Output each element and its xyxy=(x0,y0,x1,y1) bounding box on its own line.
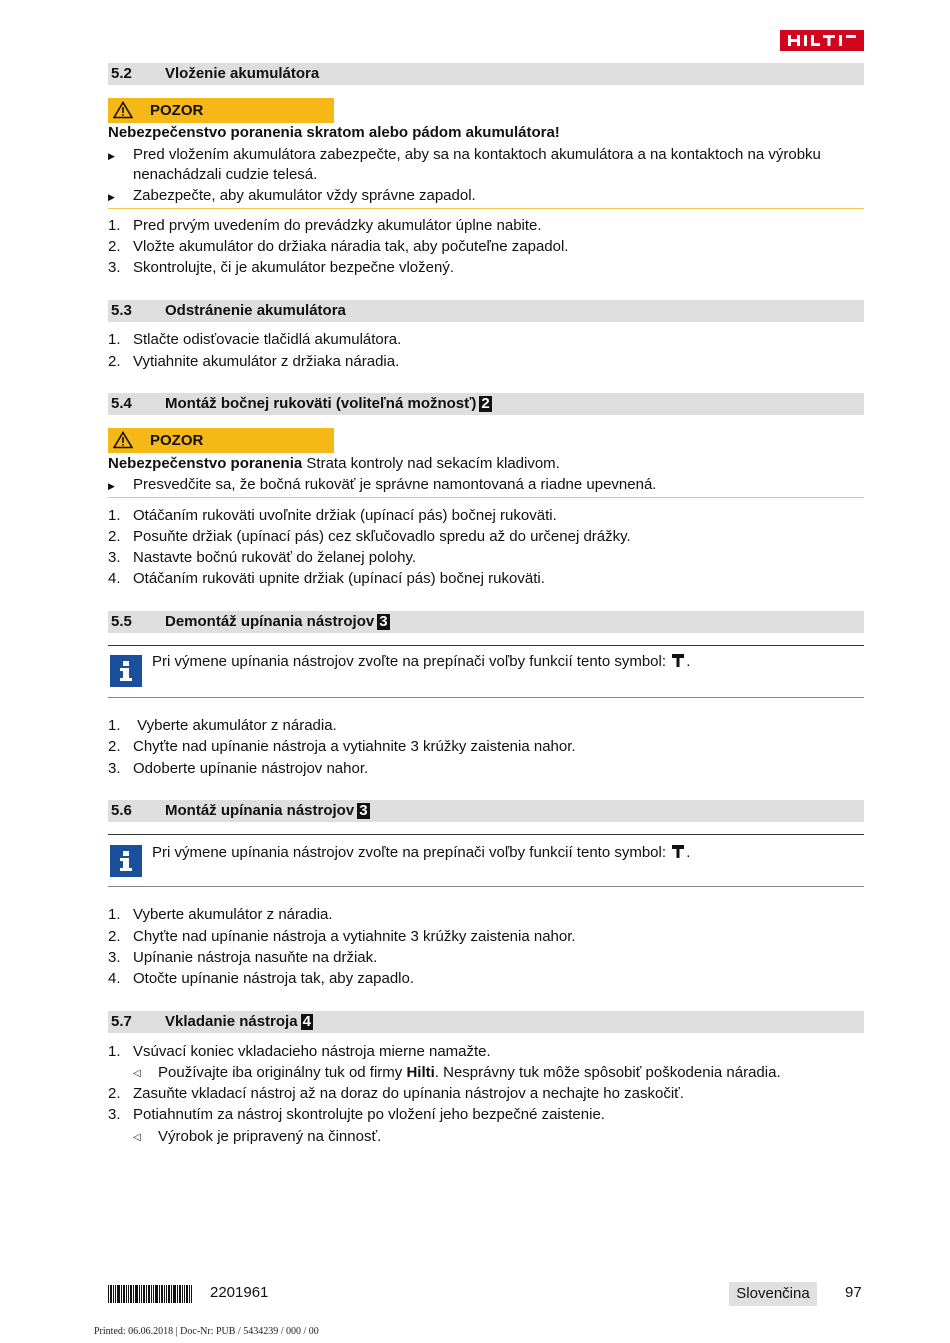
list-item: 1. Vyberte akumulátor z náradia. xyxy=(108,906,333,923)
list-item: 2. Zasuňte vkladací nástroj až na doraz do upínania nástrojov a nechajte ho zaskočiť. xyxy=(108,1085,684,1102)
language-label: Slovenčina xyxy=(729,1282,817,1306)
note-text: Pri výmene upínania nástrojov zvoľte na prepínači voľby funkcií tento symbol: . xyxy=(152,844,691,861)
section-heading-5-4 xyxy=(108,393,864,415)
warning-headline: Nebezpečenstvo poranenia skratom alebo pádom akumulátora! xyxy=(108,124,560,141)
section-number: 5.2 xyxy=(111,65,132,82)
warning-banner xyxy=(108,428,334,453)
list-item: 1. Vsúvací koniec vkladacieho nástroja mierne namažte. xyxy=(108,1043,491,1060)
figure-reference: 2 xyxy=(481,395,490,412)
section-title: Odstránenie akumulátora xyxy=(165,302,346,319)
warning-divider xyxy=(108,497,864,498)
hilti-logo xyxy=(780,30,864,51)
list-item: 3. Skontrolujte, či je akumulátor bezpečne vložený. xyxy=(108,259,455,276)
list-item: 2. Vložte akumulátor do držiaka náradia tak, aby počuteľne zapadol. xyxy=(108,238,569,255)
bullet-triangle-icon: ▶ xyxy=(108,481,115,491)
section-number: 5.7 xyxy=(111,1013,132,1030)
document-number: 2201961 xyxy=(210,1284,269,1301)
warning-bullet: ▶ Zabezpečte, aby akumulátor vždy správne zapadol. xyxy=(108,186,476,206)
hammer-mode-icon xyxy=(670,843,686,859)
section-title: Demontáž upínania nástrojov 3 xyxy=(165,613,388,630)
section-title: Montáž upínania nástrojov 3 xyxy=(165,802,368,819)
list-item: 3. Upínanie nástroja nasuňte na držiak. xyxy=(108,949,378,966)
list-item: 2. Posuňte držiak (upínací pás) cez skľučovadlo spredu až do určenej drážky. xyxy=(108,528,631,545)
section-number: 5.6 xyxy=(111,802,132,819)
result-arrow-icon: ◁ xyxy=(133,1068,141,1079)
hammer-mode-icon xyxy=(670,652,686,668)
list-item: 1. Otáčaním rukoväti uvoľnite držiak (upínací pás) bočnej rukoväti. xyxy=(108,507,557,524)
warning-headline: Nebezpečenstvo poranenia Strata kontroly nad sekacím kladivom. xyxy=(108,455,560,472)
warning-label: POZOR xyxy=(150,102,204,119)
info-icon xyxy=(110,845,142,877)
print-info: Printed: 06.06.2018 | Doc-Nr: PUB / 5434239 / 000 / 00 xyxy=(94,1326,319,1337)
list-item: 2. Chyťte nad upínanie nástroja a vytiahnite 3 krúžky zaistenia nahor. xyxy=(108,738,576,755)
section-heading-5-2 xyxy=(108,63,864,85)
note-bottom-rule xyxy=(108,697,864,698)
warning-banner xyxy=(108,98,334,123)
page-number: 97 xyxy=(845,1284,862,1301)
note-top-rule xyxy=(108,834,864,835)
list-item: 1. Pred prvým uvedením do prevádzky akumulátor úplne nabite. xyxy=(108,217,542,234)
warning-bullet: ▶ Pred vložením akumulátora zabezpečte, aby sa na kontaktoch akumulátora a na kontaktoch na výrobku xyxy=(108,145,864,165)
note-top-rule xyxy=(108,645,864,646)
section-title: Vkladanie nástroja 4 xyxy=(165,1013,311,1030)
result-item: ◁ Používajte iba originálny tuk od firmy Hilti. Nesprávny tuk môže spôsobiť poškodenia náradia. xyxy=(133,1063,781,1083)
result-arrow-icon: ◁ xyxy=(133,1132,141,1143)
bullet-triangle-icon: ▶ xyxy=(108,192,115,202)
warning-label: POZOR xyxy=(150,432,204,449)
section-heading-5-7 xyxy=(108,1011,864,1033)
list-item: 1. Stlačte odisťovacie tlačidlá akumulátora. xyxy=(108,331,402,348)
section-heading-5-6 xyxy=(108,800,864,822)
section-heading-5-3 xyxy=(108,300,864,322)
result-item: ◁ Výrobok je pripravený na činnosť. xyxy=(133,1127,381,1147)
warning-triangle-icon xyxy=(113,431,133,449)
warning-bullet-continuation: nenachádzali cudzie telesá. xyxy=(133,166,318,183)
section-title: Montáž bočnej rukoväti (voliteľná možnosť) 2 xyxy=(165,395,490,412)
note-text: Pri výmene upínania nástrojov zvoľte na prepínači voľby funkcií tento symbol: . xyxy=(152,653,691,670)
list-item: 3. Nastavte bočnú rukoväť do želanej polohy. xyxy=(108,549,417,566)
list-item: 2. Chyťte nad upínanie nástroja a vytiahnite 3 krúžky zaistenia nahor. xyxy=(108,928,576,945)
list-item: 1. Vyberte akumulátor z náradia. xyxy=(108,717,337,734)
note-bottom-rule xyxy=(108,886,864,887)
warning-triangle-icon xyxy=(113,101,133,119)
list-item: 2. Vytiahnite akumulátor z držiaka náradia. xyxy=(108,353,400,370)
info-icon xyxy=(110,655,142,687)
list-item: 3. Potiahnutím za nástroj skontrolujte po vložení jeho bezpečné zaistenie. xyxy=(108,1106,605,1123)
list-item: 4. Otáčaním rukoväti upnite držiak (upínací pás) bočnej rukoväti. xyxy=(108,570,545,587)
section-number: 5.4 xyxy=(111,395,132,412)
barcode xyxy=(108,1285,192,1303)
figure-reference: 3 xyxy=(379,613,388,630)
list-item: 3. Odoberte upínanie nástrojov nahor. xyxy=(108,760,369,777)
section-heading-5-5 xyxy=(108,611,864,633)
figure-reference: 4 xyxy=(302,1013,311,1030)
warning-bullet: ▶ Presvedčite sa, že bočná rukoväť je správne namontovaná a riadne upevnená. xyxy=(108,475,656,495)
section-title: Vloženie akumulátora xyxy=(165,65,320,82)
bullet-triangle-icon: ▶ xyxy=(108,151,115,161)
figure-reference: 3 xyxy=(359,802,368,819)
section-number: 5.5 xyxy=(111,613,132,630)
section-number: 5.3 xyxy=(111,302,132,319)
warning-divider xyxy=(108,208,864,209)
list-item: 4. Otočte upínanie nástroja tak, aby zapadlo. xyxy=(108,970,415,987)
